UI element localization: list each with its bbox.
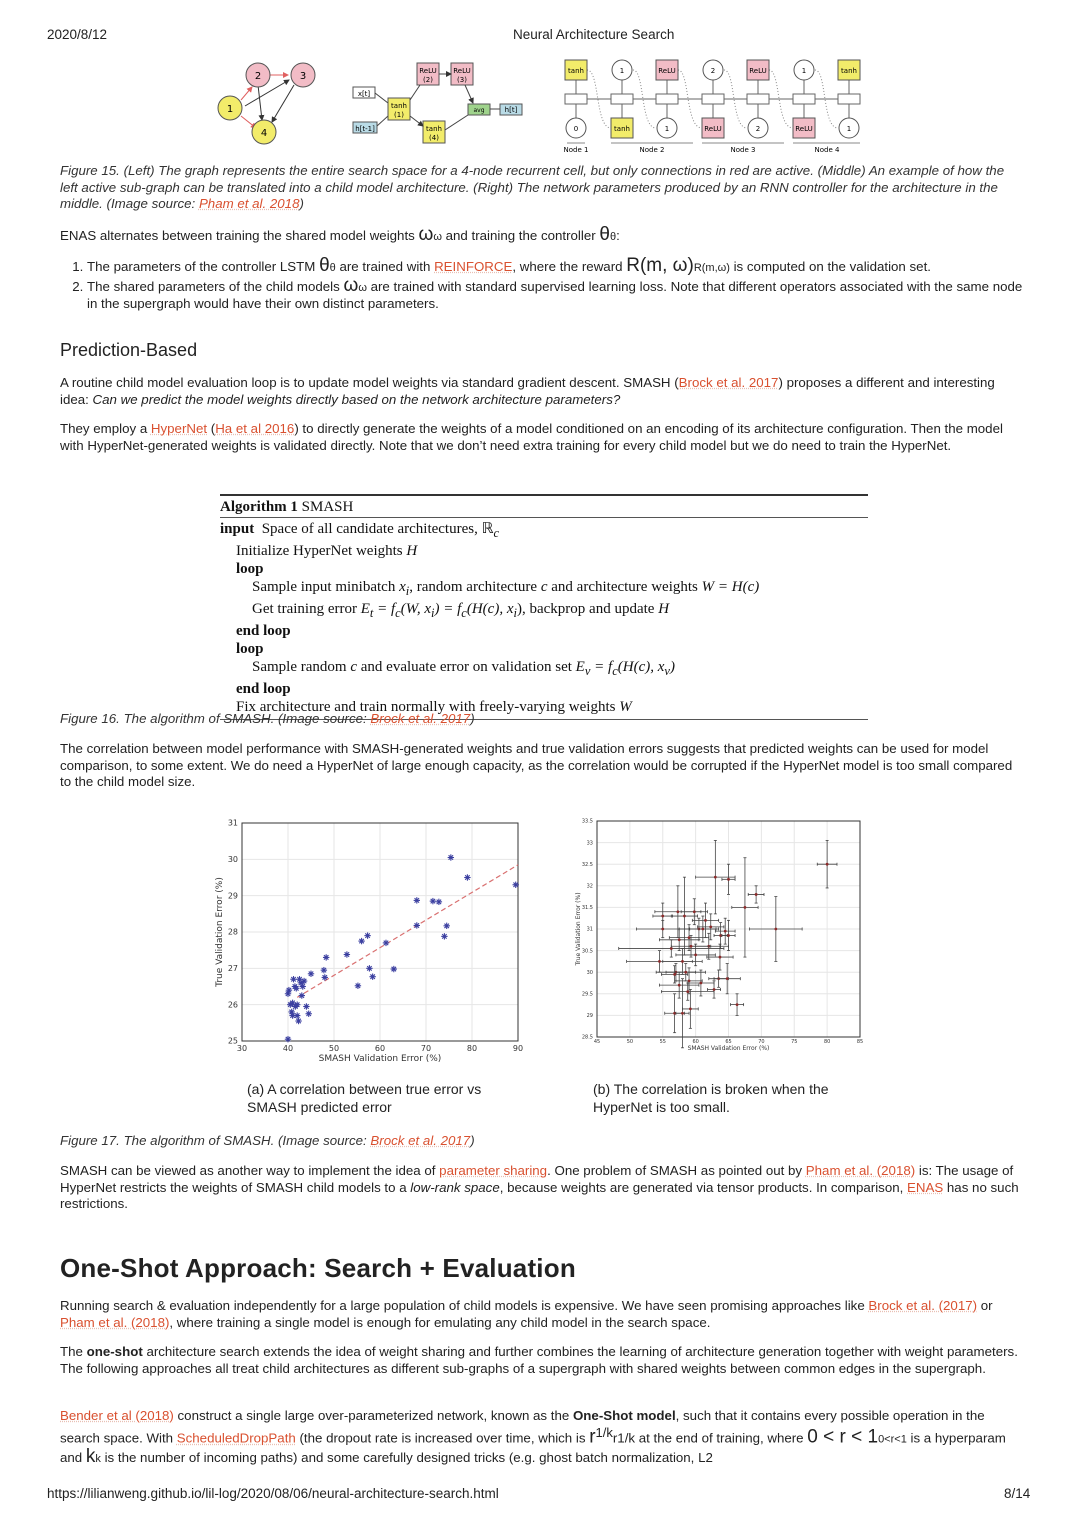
- svg-text:h[t-1]: h[t-1]: [355, 125, 375, 133]
- right-controller-rnn-graph: [564, 60, 860, 154]
- svg-text:27: 27: [227, 964, 238, 973]
- svg-text:h[t]: h[t]: [504, 106, 518, 114]
- print-date: 2020/8/12: [47, 27, 108, 42]
- svg-text:4: 4: [260, 128, 268, 139]
- svg-text:(2): (2): [423, 76, 433, 84]
- svg-text:2: 2: [254, 71, 262, 82]
- enas-intro: ENAS alternates between training the shared model weights ωω and training the controller θθ:: [60, 224, 620, 245]
- reinforce-link[interactable]: REINFORCE: [434, 259, 513, 274]
- subcaption-b: (b) The correlation is broken when the HyperNet is too small.: [593, 1081, 829, 1115]
- svg-text:Node 1: Node 1: [563, 146, 589, 154]
- pham-2018-link[interactable]: Pham et al. (2018): [60, 1314, 170, 1330]
- svg-text:tanh: tanh: [426, 125, 442, 133]
- svg-text:50: 50: [328, 1044, 340, 1053]
- svg-text:(1): (1): [394, 111, 404, 119]
- svg-text:1: 1: [801, 67, 807, 75]
- chart-a-plot: [212, 815, 530, 1065]
- enas-link[interactable]: ENAS: [907, 1179, 944, 1195]
- svg-text:30.5: 30.5: [581, 948, 593, 955]
- svg-text:40: 40: [282, 1044, 294, 1053]
- svg-text:70: 70: [758, 1039, 765, 1045]
- middle-child-model-graph: [353, 63, 522, 143]
- svg-text:31.5: 31.5: [581, 905, 593, 912]
- svg-text:2: 2: [710, 67, 716, 75]
- svg-text:x[t]: x[t]: [357, 90, 371, 98]
- brock-2017-link[interactable]: Brock et al. 2017: [370, 1133, 471, 1148]
- footer-url: https://lilianweng.github.io/lil-log/2020/08/06/neural-architecture-search.html: [47, 1486, 499, 1501]
- svg-text:True Validation Error (%): True Validation Error (%): [215, 877, 225, 987]
- svg-text:85: 85: [856, 1039, 864, 1045]
- svg-text:1: 1: [619, 67, 625, 75]
- prediction-paragraph-1: A routine child model evaluation loop is to update model weights via standard gradient descent. SMASH (Brock et al. 2017) proposes a different and interesting idea: Can we predict the model weights directly based on the network architecture parameters?: [60, 375, 995, 407]
- svg-text:30: 30: [236, 1044, 248, 1053]
- section-heading-one-shot: One-Shot Approach: Search + Evaluation: [60, 1253, 576, 1283]
- svg-text:tanh: tanh: [391, 102, 407, 110]
- pham-2018-link[interactable]: Pham et al. 2018: [198, 196, 300, 211]
- page-title: Neural Architecture Search: [513, 27, 675, 42]
- svg-text:31: 31: [586, 926, 593, 933]
- svg-text:29: 29: [227, 891, 238, 901]
- svg-text:ReLU: ReLU: [453, 67, 471, 75]
- svg-text:ReLU: ReLU: [419, 67, 437, 75]
- algorithm-title: Algorithm 1 SMASH: [220, 499, 354, 515]
- svg-text:60: 60: [692, 1039, 699, 1045]
- chart-b-scatter: [574, 815, 869, 1055]
- svg-text:65: 65: [725, 1039, 732, 1045]
- svg-text:Node 4: Node 4: [814, 146, 840, 154]
- brock-2017-link[interactable]: Brock et al. 2017: [370, 711, 471, 726]
- svg-text:ReLU: ReLU: [704, 125, 722, 133]
- svg-text:1: 1: [664, 125, 670, 133]
- svg-text:tanh: tanh: [841, 67, 857, 75]
- svg-text:28.5: 28.5: [581, 1034, 593, 1041]
- svg-text:50: 50: [626, 1039, 634, 1045]
- section-heading-prediction-based: Prediction-Based: [60, 340, 198, 360]
- list-item: 2. The shared parameters of the child models ωω are trained with standard supervised learning loss. Note that different operators associated with the same node in the supergraph would have their own distinct parameters.: [87, 278, 1025, 313]
- svg-text:3: 3: [299, 71, 307, 82]
- enas-steps-list: [60, 255, 1025, 314]
- svg-text:(3): (3): [457, 76, 467, 84]
- left-search-space-graph: [218, 63, 315, 144]
- smash-paragraph: SMASH can be viewed as another way to implement the idea of parameter sharing. One problem of SMASH as pointed out by Pham et al. (2018) is: The usage of HyperNet restricts the weights of SMASH child models to a low-rank space, because weights are generated via tensor products. In comparison, ENAS has no such restrictions.: [60, 1163, 1019, 1211]
- svg-text:1: 1: [226, 104, 234, 115]
- svg-text:80: 80: [823, 1039, 831, 1045]
- figure-16-caption: Figure 16. The algorithm of SMASH. (Image source: Brock et al. 2017): [60, 711, 475, 726]
- chart-b-plot: [574, 815, 869, 1055]
- svg-text:75: 75: [791, 1039, 798, 1045]
- svg-text:30: 30: [586, 969, 593, 976]
- scheduled-drop-path-link[interactable]: ScheduledDropPath: [176, 1430, 296, 1446]
- svg-text:32.5: 32.5: [581, 861, 593, 868]
- svg-text:2: 2: [755, 125, 761, 133]
- figure-15-caption: Figure 15. (Left) The graph represents the entire search space for a 4-node recurrent cell, but only connections in red are active. (Middle) An example of how the left active sub-graph can be translated into a child model architecture. (Right) The network parameters produced by an RNN controller for the architecture in the middle. (Image source: Pham et al. 2018): [60, 163, 1005, 211]
- svg-text:ReLU: ReLU: [795, 125, 813, 133]
- svg-text:80: 80: [466, 1044, 478, 1053]
- svg-text:31: 31: [227, 818, 238, 828]
- footer-page-number: 8/14: [1004, 1486, 1031, 1501]
- svg-text:Node 2: Node 2: [639, 146, 665, 154]
- svg-text:avg: avg: [473, 107, 485, 114]
- svg-text:29.5: 29.5: [581, 991, 593, 998]
- svg-text:45: 45: [593, 1039, 601, 1045]
- svg-text:32: 32: [586, 883, 593, 890]
- svg-text:SMASH Validation Error (%): SMASH Validation Error (%): [318, 1054, 442, 1064]
- figure-15-image: [210, 58, 870, 158]
- svg-text:25: 25: [227, 1036, 238, 1046]
- parameter-sharing-link[interactable]: parameter sharing: [439, 1163, 548, 1178]
- svg-text:55: 55: [659, 1039, 666, 1045]
- oneshot-paragraph-1: Running search & evaluation independently for a large population of child models is expensive. We have seen promising approaches like Brock et al. (2017) or Pham et al. (2018), where training a single model is enough for emulating any child model in the search space.: [60, 1298, 993, 1330]
- prediction-paragraph-2: They employ a HyperNet (Ha et al 2016) to directly generate the weights of a model conditioned on an encoding of its architecture configuration. Then the model with HyperNet-generated weights is validated directly. Note that we don’t need extra training for every child model but we do need to train the HyperNet.: [60, 421, 1003, 453]
- chart-a-scatter: [212, 815, 530, 1065]
- svg-text:1: 1: [846, 125, 852, 133]
- oneshot-paragraph-3: Bender et al (2018) construct a single large over-parameterized network, known as the One-Shot model, such that it contains every possible operation in the search space. With ScheduledDropPath (the dropout rate is increased over time, which is $r^{1/k}r1/k$ at the end of training, where 0 < r < 10<r<1 is a hyperparam and kk is the number of incoming paths) and some carefully designed tricks (e.g. ghost batch normalization, L2: [60, 1408, 1006, 1468]
- svg-text:30: 30: [227, 855, 238, 864]
- svg-text:tanh: tanh: [568, 67, 584, 75]
- svg-text:ReLU: ReLU: [658, 67, 676, 75]
- svg-text:Node 3: Node 3: [730, 146, 756, 154]
- correlation-paragraph: The correlation between model performance with SMASH-generated weights and true validation errors suggests that predicted weights can be used for model comparison, to some extent. We do need a HyperNet of large enough capacity, as the correlation would be corrupted if the HyperNet model is too small compared to the child model size.: [60, 741, 1013, 789]
- svg-text:SMASH Validation Error (%): SMASH Validation Error (%): [687, 1045, 770, 1052]
- brock-2017-link[interactable]: Brock et al. 2017: [678, 375, 779, 390]
- svg-text:26: 26: [227, 1000, 238, 1010]
- svg-text:70: 70: [420, 1044, 432, 1053]
- svg-text:33.5: 33.5: [581, 818, 593, 825]
- ha-2016-link[interactable]: Ha et al 2016: [215, 421, 295, 436]
- svg-text:True Validation Error (%): True Validation Error (%): [575, 892, 582, 966]
- svg-text:tanh: tanh: [614, 125, 630, 133]
- pham-2018-link[interactable]: Pham et al. (2018): [805, 1163, 916, 1178]
- svg-text:0: 0: [573, 125, 579, 133]
- svg-text:(4): (4): [429, 134, 439, 142]
- oneshot-paragraph-2: The one-shot architecture search extends the idea of weight sharing and further combines the learning of architecture generation together with weight parameters. The following approaches all treat child architectures as different sub-graphs of a supergraph with shared weights between common edges in the supergraph.: [60, 1344, 1018, 1376]
- brock-2017-link[interactable]: Brock et al. (2017): [868, 1298, 978, 1313]
- svg-text:90: 90: [512, 1044, 524, 1053]
- hypernet-link[interactable]: HyperNet: [150, 421, 208, 436]
- svg-text:33: 33: [586, 840, 593, 847]
- svg-text:ReLU: ReLU: [749, 67, 767, 75]
- bender-2018-link[interactable]: Bender et al (2018): [60, 1408, 174, 1423]
- figure-15-diagrams: [210, 58, 870, 158]
- list-item: 1. The parameters of the controller LSTM θθ are trained with REINFORCE, where the reward R(m, ω)R(m,ω) is computed on the validation set.: [87, 258, 1025, 277]
- figure-17-caption: Figure 17. The algorithm of SMASH. (Image source: Brock et al. 2017): [60, 1133, 475, 1148]
- subcaption-a: (a) A correlation between true error vs SMASH predicted error: [247, 1081, 482, 1115]
- svg-text:29: 29: [586, 1013, 593, 1020]
- algorithm-smash-box: Algorithm 1 SMASH input Space of all candidate architectures, ℝ$_c$ Initialize HyperNet weights H loop Sample input minibatch $x_i$, random architecture c and architecture weights W = H(c) Get training error $E_t = f_c(W$, $x_i) = f_c(H(c)$, $x_i$), backprop and update H end loop loop Sample random c and evaluate error on validation set $E_v = f_c(H(c)$, $x_v$) end loop Fix architecture and train normally with freely-varying weights W: [220, 494, 868, 720]
- svg-text:28: 28: [227, 927, 238, 937]
- svg-text:60: 60: [374, 1044, 386, 1053]
